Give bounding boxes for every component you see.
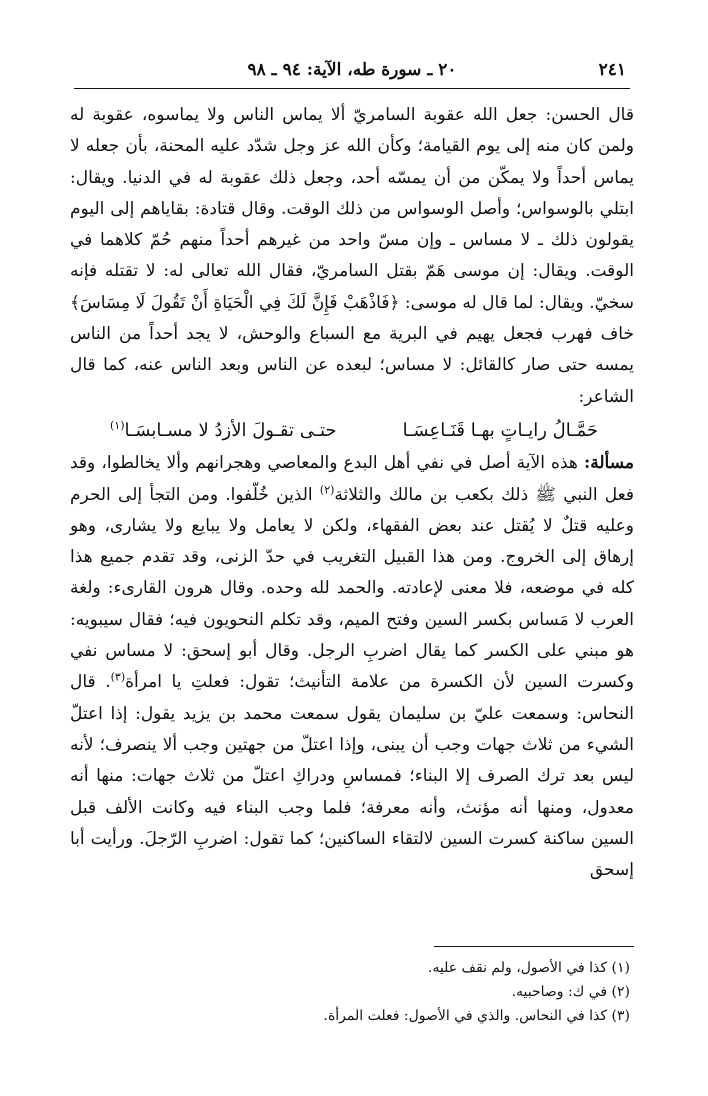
verse-first-hemistich: حَمَّـالُ رايـاتٍ بهـا قَنَـاعِسَـا [402, 419, 598, 441]
page-number: ٢٤١ [598, 60, 626, 80]
footnote-1: (١) كذا في الأصول، ولم نقف عليه. [427, 960, 630, 976]
footnote-divider [434, 946, 634, 947]
footnote-ref-3: (٣) [110, 670, 126, 684]
footnote-ref-2: (٢) [319, 482, 335, 496]
footnote-2: (٢) في ك: وصاحبيه. [511, 984, 630, 1000]
masala-label: مسألة: [583, 453, 634, 474]
verse-second-text: حتـى تقـولَ الأزدُ لا مسـابسَـا [124, 419, 337, 441]
footnote-3: (٣) كذا في النحاس. والذي في الأصول: فعلت المرأة. [323, 1008, 630, 1024]
footnotes [78, 956, 630, 1028]
masala-text-a: هذه الآية أصل في نفي أهل البدع والمعاصي وهجرانهم وألا يخالطوا، وقد فعل النبي ﷺ ذلك بكعب بن مالك والثلاثة [70, 453, 634, 505]
verse-second-hemistich [110, 415, 337, 446]
masala-text-c: . قال النحاس: وسمعت عليّ بن سليمان يقول سمعت محمد بن يزيد يقول: إذا اعتلّ الشيء من ثلاث جهات وجب أن يبنى، وإذا اعتلّ من جهتين وجب ألا ينصرف؛ لأنه ليس بعد ترك الصرف إلا البناء؛ فمساسِ ودراكِ اعتلّ من ثلاث جهات: منها أنه معدول، ومنها أنه مؤنث، وأنه معرفة؛ فلما وجب البناء فيه وكانت الألف قبل السين ساكنة كسرت السين لالتقاء الساكنين؛ كما تقول: اضربِ الرّجلَ. ورأيت أبا إسحق [70, 672, 634, 881]
paragraph-hasan: قال الحسن: جعل الله عقوبة السامريّ ألا يماس الناس ولا يماسوه، عقوبة له ولمن كان منه إلى يوم القيامة؛ وكأن الله عز وجل شدّد عليه المحنة، بأن جعله لا يماس أحداً ولا يمكّن من أن يمسّه أحد، وجعل ذلك عقوبة له في الدنيا. ويقال: ابتلي بالوسواس؛ وأصل الوسواس من ذلك الوقت. وقال قتادة: بقاياهم إلى اليوم يقولون ذلك ـ لا مساس ـ وإن مسّ واحد من غيرهم أحداً منهم حُمّ كلاهما في الوقت. ويقال: إن موسى هَمّ بقتل السامريّ، فقال الله تعالى له: لا تقتله فإنه سخيّ. ويقال: لما قال له موسى: ﴿فَاذْهَبْ فَإِنَّ لَكَ فِي الْحَيَاةِ أَنْ تَقُولَ لَا مِسَاسَ﴾ خاف فهرب فجعل يهيم في البرية مع السباع والوحش، لا يجد أحداً من الناس يمسه حتى صار كالقائل: لا مساس؛ لبعده عن الناس وبعد الناس عنه، كما قال الشاعر: [70, 105, 634, 407]
page-header [74, 58, 630, 89]
poetry-verse [70, 415, 634, 446]
footnote-ref-1: (١) [110, 418, 125, 432]
masala-text-b: الذين خُلّفوا. ومن التجأ إلى الحرم وعليه قتلٌ لا يُقتل عند بعض الفقهاء، ولكن لا يعامل ولا يبايع ولا يشارى، وهو إرهاق إلى الخروج. ومن هذا القبيل التغريب في حدّ الزنى، وقد تقدم جميع هذا كله في موضعه، فلا معنى لإعادته. والحمد لله وحده. وقال هرون القارىء: ولغة العرب لا مَساس بكسر السين وفتح الميم، وقد تكلم النحويون فيه؛ فقال سيبويه: هو مبني على الكسر كما يقال اضربِ الرجل. وقال أبو إسحق: لا مساس نفي وكسرت السين لأن الكسرة من علامة التأنيث؛ تقول: فعلتِ يا امرأة [70, 484, 634, 693]
paragraph-masala [70, 448, 634, 886]
page-body [70, 100, 634, 886]
running-title: ٢٠ ـ سورة طه، الآية: ٩٤ ـ ٩٨ [247, 60, 457, 80]
